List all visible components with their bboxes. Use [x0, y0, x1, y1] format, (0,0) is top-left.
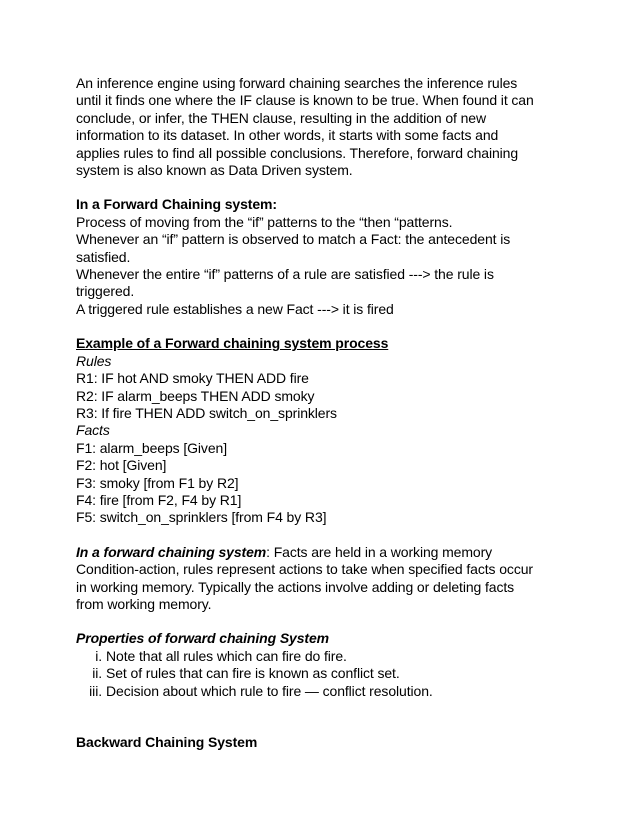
list-item-text: Whenever the entire “if” patterns of a rule are satisfied ---> the rule is	[76, 266, 494, 283]
forward-chaining-heading: In a Forward Chaining system:	[76, 196, 277, 213]
fact-item: F3: smoky [from F1 by R2]	[76, 474, 239, 491]
working-memory-section	[76, 544, 576, 614]
example-section	[76, 335, 576, 526]
rules-label: Rules	[76, 352, 112, 369]
facts-label: Facts	[76, 422, 110, 439]
list-item-number: i.	[95, 647, 102, 664]
list-item	[76, 214, 576, 231]
properties-list	[76, 648, 576, 700]
intro-paragraph	[76, 75, 576, 179]
working-memory-line: from working memory.	[76, 595, 212, 612]
list-item	[76, 231, 576, 266]
list-item	[76, 648, 576, 665]
list-item-text: Whenever an “if” pattern is observed to match a Fact: the antecedent is	[76, 231, 511, 248]
intro-line: applies rules to find all possible conclusions. Therefore, forward chaining	[76, 144, 519, 161]
list-item-text: Process of moving from the “if” patterns to the “then “patterns.	[76, 213, 453, 230]
intro-line: system is also known as Data Driven system.	[76, 162, 353, 179]
properties-heading: Properties of forward chaining System	[76, 630, 330, 647]
intro-line: until it finds one where the IF clause is known to be true. When found it can	[76, 92, 534, 109]
fact-item: F1: alarm_beeps [Given]	[76, 439, 227, 456]
working-memory-first-line	[76, 544, 576, 561]
example-heading: Example of a Forward chaining system process	[76, 335, 389, 352]
rule-item: R1: IF hot AND smoky THEN ADD fire	[76, 370, 309, 387]
list-item-text: Note that all rules which can fire do fire.	[106, 647, 347, 664]
working-memory-lead: In a forward chaining system	[76, 543, 267, 560]
list-item-text: A triggered rule establishes a new Fact ---> it is fired	[76, 300, 394, 317]
document-page	[76, 75, 576, 751]
working-memory-line: Condition-action, rules represent actions to take when specified facts occur	[76, 561, 533, 578]
list-item	[76, 665, 576, 682]
fact-item: F2: hot [Given]	[76, 457, 167, 474]
list-item	[76, 301, 576, 318]
list-item-text: Decision about which rule to fire — conflict resolution.	[106, 682, 433, 699]
list-item	[76, 683, 576, 700]
backward-chaining-heading: Backward Chaining System	[76, 734, 258, 750]
forward-chaining-list	[76, 214, 576, 318]
intro-line: conclude, or infer, the THEN clause, resulting in the addition of new	[76, 109, 486, 126]
working-memory-lead-rest: : Facts are held in a working memory	[266, 543, 493, 560]
list-item-text: satisfied.	[76, 248, 131, 265]
fact-item: F4: fire [from F2, F4 by R1]	[76, 491, 242, 508]
fact-item: F5: switch_on_sprinklers [from F4 by R3]	[76, 509, 327, 526]
forward-chaining-section	[76, 196, 576, 318]
list-item-number: ii.	[92, 665, 102, 682]
rule-item: R3: If fire THEN ADD switch_on_sprinklers	[76, 404, 337, 421]
working-memory-line: in working memory. Typically the actions involve adding or deleting facts	[76, 578, 515, 595]
list-item-text: Set of rules that can fire is known as conflict set.	[106, 665, 400, 682]
rule-item: R2: IF alarm_beeps THEN ADD smoky	[76, 387, 315, 404]
properties-section	[76, 630, 576, 700]
intro-line: information to its dataset. In other words, it starts with some facts and	[76, 127, 499, 144]
list-item-text: triggered.	[76, 283, 135, 300]
list-item-number: iii.	[89, 682, 102, 699]
intro-line: An inference engine using forward chaining searches the inference rules	[76, 75, 518, 91]
list-item	[76, 266, 576, 301]
